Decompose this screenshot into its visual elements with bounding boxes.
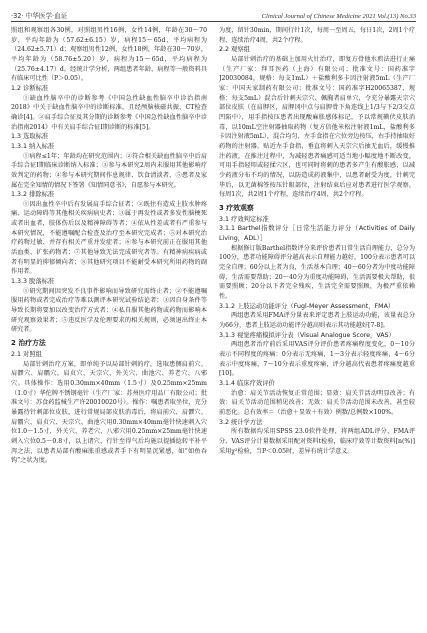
subsection-heading: 3.2 统计学方法: [219, 418, 263, 426]
subsection-heading: 2.2 观察组: [219, 46, 250, 54]
header-journal-volume: Clinical Journal of Chinese Medicine 2021 Vol.(13) No.33: [261, 13, 416, 20]
body-paragraph: 局部针刺治疗方案，即单纯予以局部针刺的疗，选取患侧肩前穴、肩髎穴、肩髃穴、肩贞穴、天宗穴、外关穴、曲池穴、养老穴、八邪穴。具体操作：选用0.30mm×40mm（1.5寸）及0.25mm×25mm（1.0寸）华佗牌不锈钢毫针（生产厂家：苏州医疗用品厂有限公司；批准文号：苏食药监械生产许20010020号）。操作：嘱患者取坐位，充分暴露待针刺部位皮肤，进行常规局部皮肤消毒后，将肩前穴、肩髎穴、肩髃穴、肩贞穴、天宗穴、曲池穴用0.30mm×40mm毫针快速刺入穴位1.0～1.5寸，外关穴、养老穴、八邪穴用0.25mm×25mm毫针快速刺入穴位0.5～0.8寸，以上诸穴，行针至得气后均施以提插捻转平补平泻之法，以患者局部有酸麻胀重感或者手下有明显沉紧感，如“如鱼吞钩”之状为度。: [11, 360, 207, 465]
subsection-heading: 1.2 诊断标准: [11, 84, 49, 92]
body-paragraph: 所有数据均采用SPSS 23.0软件处理，将两组ADL评分、FMA评分、VAS评分计量数据采用配对资料t检验，临床疗效等计数资料[n(%)]采用χ²检验，当P＜0.05时，差异有统计学意义。: [219, 428, 415, 455]
body-paragraph: 两组患者采用FMA评分量表来评定患者上肢运动功能，该量表总分为66分，患者上肢运动功能评分越高则表示其功能越好[7-8]。: [219, 312, 415, 330]
body-paragraph: 为度，留针30min，期间行针1次，每周一至周五，每日1次，2周1个疗程，连续治疗4周，共2个疗程。: [219, 27, 415, 44]
left-column: [11, 26, 207, 626]
subsection-heading: 3.1.4 临床疗效评价: [219, 379, 275, 387]
section-heading: 3 疗效观察: [219, 203, 254, 212]
body-paragraph: ①缺血性脑卒中的诊断参考《中国急性缺血性脑卒中诊治指南2018》中关于缺血性脑卒中的诊断标准，且经颅脑核磁共振、CT检查确诊[4]。②肩手综合征及其分期的诊断参考《中国急性缺血性脑卒中诊治指南2014》中有关肩手综合征Ⅰ期诊断的标准[5]。: [11, 94, 207, 131]
body-paragraph: 治愈：肩关节活动恢复正常范围；显效：肩关节活动明显改善；有效：肩关节活动范围稍见改善；无效：肩关节活动范围未改善，甚至较前恶化。总有效率＝（治愈＋显效＋有效）例数/总例数×100%。: [219, 389, 415, 416]
running-header: [11, 8, 416, 20]
subsection-heading: 1.3.1 纳入标准: [11, 142, 55, 150]
header-page-journal: ·32· 中华医学·血证: [11, 12, 68, 20]
body-paragraph: ①病程≤1年；年龄均在研究范围内；②符合相关缺血性脑卒中后肩手综合征Ⅰ期临床诊断纳入标准；③参与本研究2周内未服用其他影响疗效判定的药物；④参与本研究期间作息规律、饮食清淡者、⑤患者及家属在完全知情的情况下签署《知情同意书》，自愿参与本研究。: [11, 152, 207, 189]
body-paragraph: 根据修订版Barthel指数评分来评价患者日常生活自理能力，总分为100分，患者功能障碍评分越高表示自理能力越好，100分表示患者可以完全自理；60分以上者为良，生活基本自理；40～60分者为中度功能障碍，生活需要帮助；20～40分为重度功能障碍，生活需要极大帮助，很需要照顾；20分以下者完全残疾，生活完全需要照顾，为极严重依赖性。: [219, 244, 415, 301]
subsection-heading: 3.1.3 视觉疼痛模拟评分表（Visual Analogue Score，VAS）: [219, 331, 395, 339]
subsection-heading: 3.1.2 上肢运动功能评分（Fugl-Meyer Assessment，FMA）: [219, 302, 395, 310]
subsection-heading: 3.1.1 Barthel指数评分［日常生活能力评分（Activities of Daily Living，ADL）］: [219, 225, 415, 243]
section-heading: 2 治疗方法: [11, 339, 46, 347]
body-paragraph: 照组和观察组各30例，对照组男性16例，女性14例，年龄在30～70岁，平均年龄为（57.62±6.15）岁，病程15～65d，平均病程为（24.62±5.71）d；观察组男性12例，女性18例，年龄在30～70岁，平均年龄为（58.76±5.20）岁，病程为15～65d，平均病程为（25.76±4.17）d。经统计学分析，两组患者年龄、病程等一般资料具有临床可比性（P＞0.05）。: [11, 27, 207, 83]
body-paragraph: ①研究期间因突发不良事件影响而导致研究需终止者；②不能遵嘱服用药物或者完成治疗等难以测评本研究试验结论者；③因自身条件等导致长期将要加以改变治疗方式者；④私自服其他药物或药物而影响本研究观察效果者；⑤违反医学及伦理要求的相关规则，必须退出终止本研究者。: [11, 287, 207, 334]
header-rule: [11, 21, 416, 22]
subsection-heading: 2.1 对照组: [11, 351, 42, 358]
body-paragraph: 两组患者治疗前后采用VAS评分评价患者疼痛程度变化，0～10分表示不同程度的疼痛：0分表示无疼痛，1～3分表示轻度疼痛，4～6分表示中度疼痛，7～10分表示重度疼痛，评分越高代表患者疼痛度越重[10]。: [219, 341, 415, 378]
subsection-heading: 3.1 疗效判定标准: [219, 215, 269, 223]
body-paragraph: ①因出血性卒中后有发展肩手综合征者；②既往有造成上肢水肿疼痛、运动障碍等其他相关疾病病史者；③属于再发性或者多发性脑梗死或者出血者，肢体伤后以及精神障碍等者；④依从性差或者有严重参与本研究情况，不能遵嘱配合检查及治疗至本研究完成者；⑤对本研究治疗药物过敏、并存有相关严重并发症者；⑥参与本研究前正在服用其他活血类、扩张药物者；⑦其他导致无法完成研究者等。有精神病疾病或者有明显的抑郁倾向者；⑧其他研究项目不能耐受本研究所用药物的副作用者。: [11, 200, 207, 276]
subsection-heading: 1.3 选取标准: [11, 133, 49, 141]
body-paragraph: 局部针刺治疗的基础上加用火针治疗，即复方骨他水煎法进行止痛（生产厂家：拜耳医药（上海）有限公司；批准文号：国药准字J20030084，规格：每支1mL）＋盐酸利多卡因注射液5mL（生产厂家：中国天家制药有限公司；批准文号：国药准字H20065387，规格：每支5mL）混合后针刺天宗穴、佩胸者肩单穴，令充分暴露天宗穴部位皮肤（在肩胛区，肩胛冈中点与肩胛骨下角连线上1/3与下2/3交点凹陷中），用手指按压患者出现酸麻胀感体标记，予以常规碘伏皮肤消毒，以10mL空注射器抽取药物（复方倍他米松注射液1mL，盐酸利多卡因注射液5mL），混合均匀，左手食指在穴位旁边按压，右手持抽取好药物的注射器，贴近左手食指，垂直将刺入天宗穴后抽无血后，缓慢推注药液，在推注过程中，为减轻患者痛感可适当地小幅度地不断改变，可用手指轻叩或轻揉穴区，也可同时将刺的患者多产生有酸胀感，以减少药液分布不均的情况，以防造成药液集中，以患者耐受为度，针刺完毕后，以无菌棉签按压针眼部位，注射结束后应对患者进行医学观察，每周1次，共2周1个疗程，连续治疗4周，共2个疗程。: [219, 55, 415, 199]
subsection-heading: 1.3.2 排除标准: [11, 191, 55, 199]
right-column: [219, 26, 415, 626]
subsection-heading: 1.3.3 脱落标准: [11, 278, 55, 286]
